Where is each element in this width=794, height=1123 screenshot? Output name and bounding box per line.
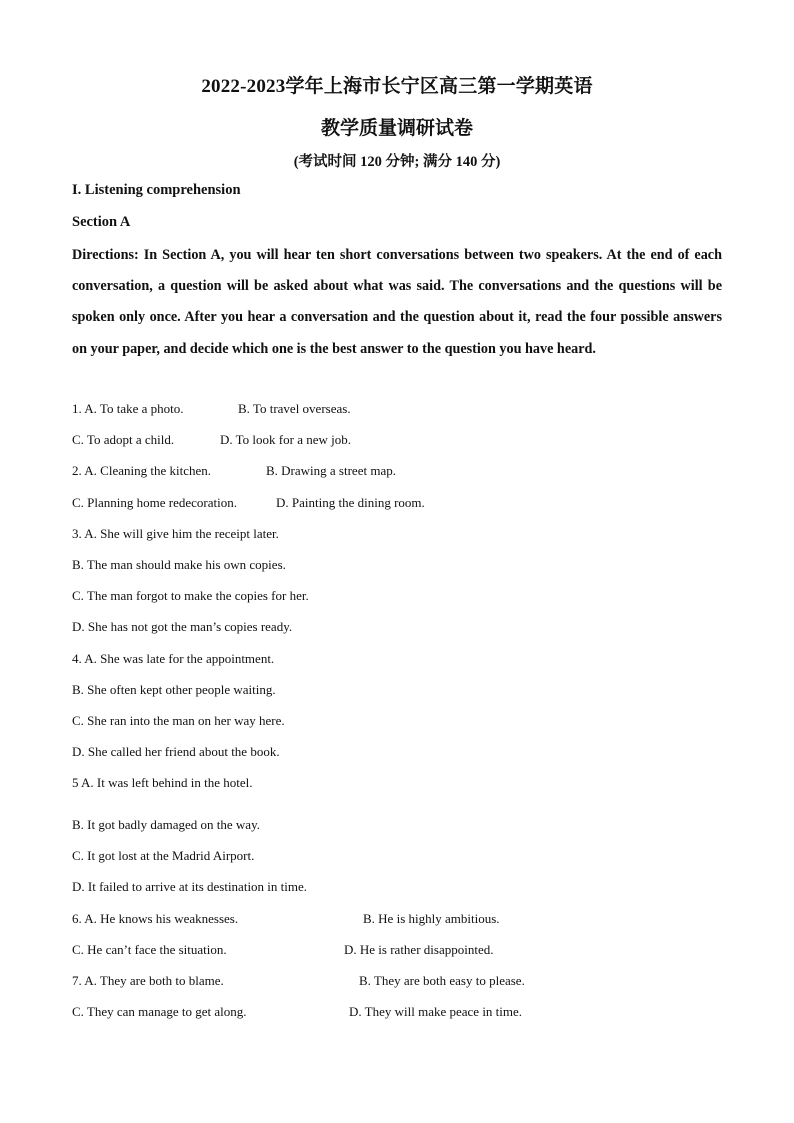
option-text: D. She has not got the man’s copies ready.	[72, 619, 293, 634]
part-heading: I. Listening comprehension	[72, 182, 241, 198]
question-5-option-c	[72, 848, 254, 864]
question-4-option-d	[72, 744, 280, 760]
option-text: D. She called her friend about the book.	[72, 744, 280, 759]
question-4-option-b	[72, 682, 276, 698]
option-text: 6. A. He knows his weaknesses.	[72, 911, 239, 926]
question-5-option-d	[72, 879, 307, 895]
question-5-option-b	[72, 817, 260, 833]
option-text: D. It failed to arrive at its destination in time.	[72, 879, 308, 894]
question-3-option-b	[72, 557, 286, 573]
option-text: B. She often kept other people waiting.	[72, 682, 276, 697]
question-7-options-cd	[72, 1004, 523, 1020]
option-text: C. She ran into the man on her way here.	[72, 713, 285, 728]
question-6-options-cd	[72, 942, 494, 958]
option-text: B. Drawing a street map.	[266, 463, 396, 478]
option-text: 1. A. To take a photo.	[72, 401, 184, 416]
question-7-options-ab	[72, 973, 525, 989]
option-text: D. To look for a new job.	[220, 432, 351, 447]
option-text: 4. A. She was late for the appointment.	[72, 651, 275, 666]
exam-info: (考试时间 120 分钟; 满分 140 分)	[293, 154, 501, 170]
option-text: D. They will make peace in time.	[349, 1004, 523, 1019]
option-text: B. To travel overseas.	[238, 401, 351, 416]
option-text: C. He can’t face the situation.	[72, 942, 227, 957]
option-text: D. Painting the dining room.	[276, 495, 425, 510]
option-text: 3. A. She will give him the receipt later.	[72, 526, 279, 541]
option-text: 2. A. Cleaning the kitchen.	[72, 463, 212, 478]
question-3-option-c	[72, 588, 309, 604]
option-text: B. The man should make his own copies.	[72, 557, 286, 572]
question-1-options-cd	[72, 432, 351, 448]
option-text: C. Planning home redecoration.	[72, 495, 237, 510]
question-3-option-d	[72, 619, 292, 635]
question-2-options-cd	[72, 495, 425, 511]
option-text: C. It got lost at the Madrid Airport.	[72, 848, 255, 863]
question-1-options-ab	[72, 401, 351, 417]
directions-paragraph: Directions: In Section A, you will hear ten short conversations between two speakers. At the end of each conversation, a question will be asked about what was said. The conversations and the questions will be spoken only once. After you hear a conversation and the question about it, read the four possible answers on your paper, and decide which one is the best answer to the question you have heard.	[72, 247, 722, 357]
section-heading: Section A	[72, 214, 131, 230]
exam-title: 2022-2023学年上海市长宁区高三第一学期英语	[201, 76, 593, 97]
option-text: B. It got badly damaged on the way.	[72, 817, 260, 832]
question-5-option-a	[72, 775, 253, 791]
question-2-options-ab	[72, 463, 396, 479]
option-text: C. The man forgot to make the copies for her.	[72, 588, 309, 603]
option-text: B. He is highly ambitious.	[363, 911, 500, 926]
option-text: C. To adopt a child.	[72, 432, 175, 447]
option-text: 5 A. It was left behind in the hotel.	[72, 775, 253, 790]
option-text: B. They are both easy to please.	[359, 973, 525, 988]
exam-title-line2: 教学质量调研试卷	[320, 118, 473, 139]
option-text: D. He is rather disappointed.	[344, 942, 494, 957]
option-text: C. They can manage to get along.	[72, 1004, 247, 1019]
question-6-options-ab	[72, 911, 500, 927]
option-text: 7. A. They are both to blame.	[72, 973, 224, 988]
question-3-option-a	[72, 526, 279, 542]
question-4-option-a	[72, 651, 274, 667]
question-4-option-c	[72, 713, 285, 729]
